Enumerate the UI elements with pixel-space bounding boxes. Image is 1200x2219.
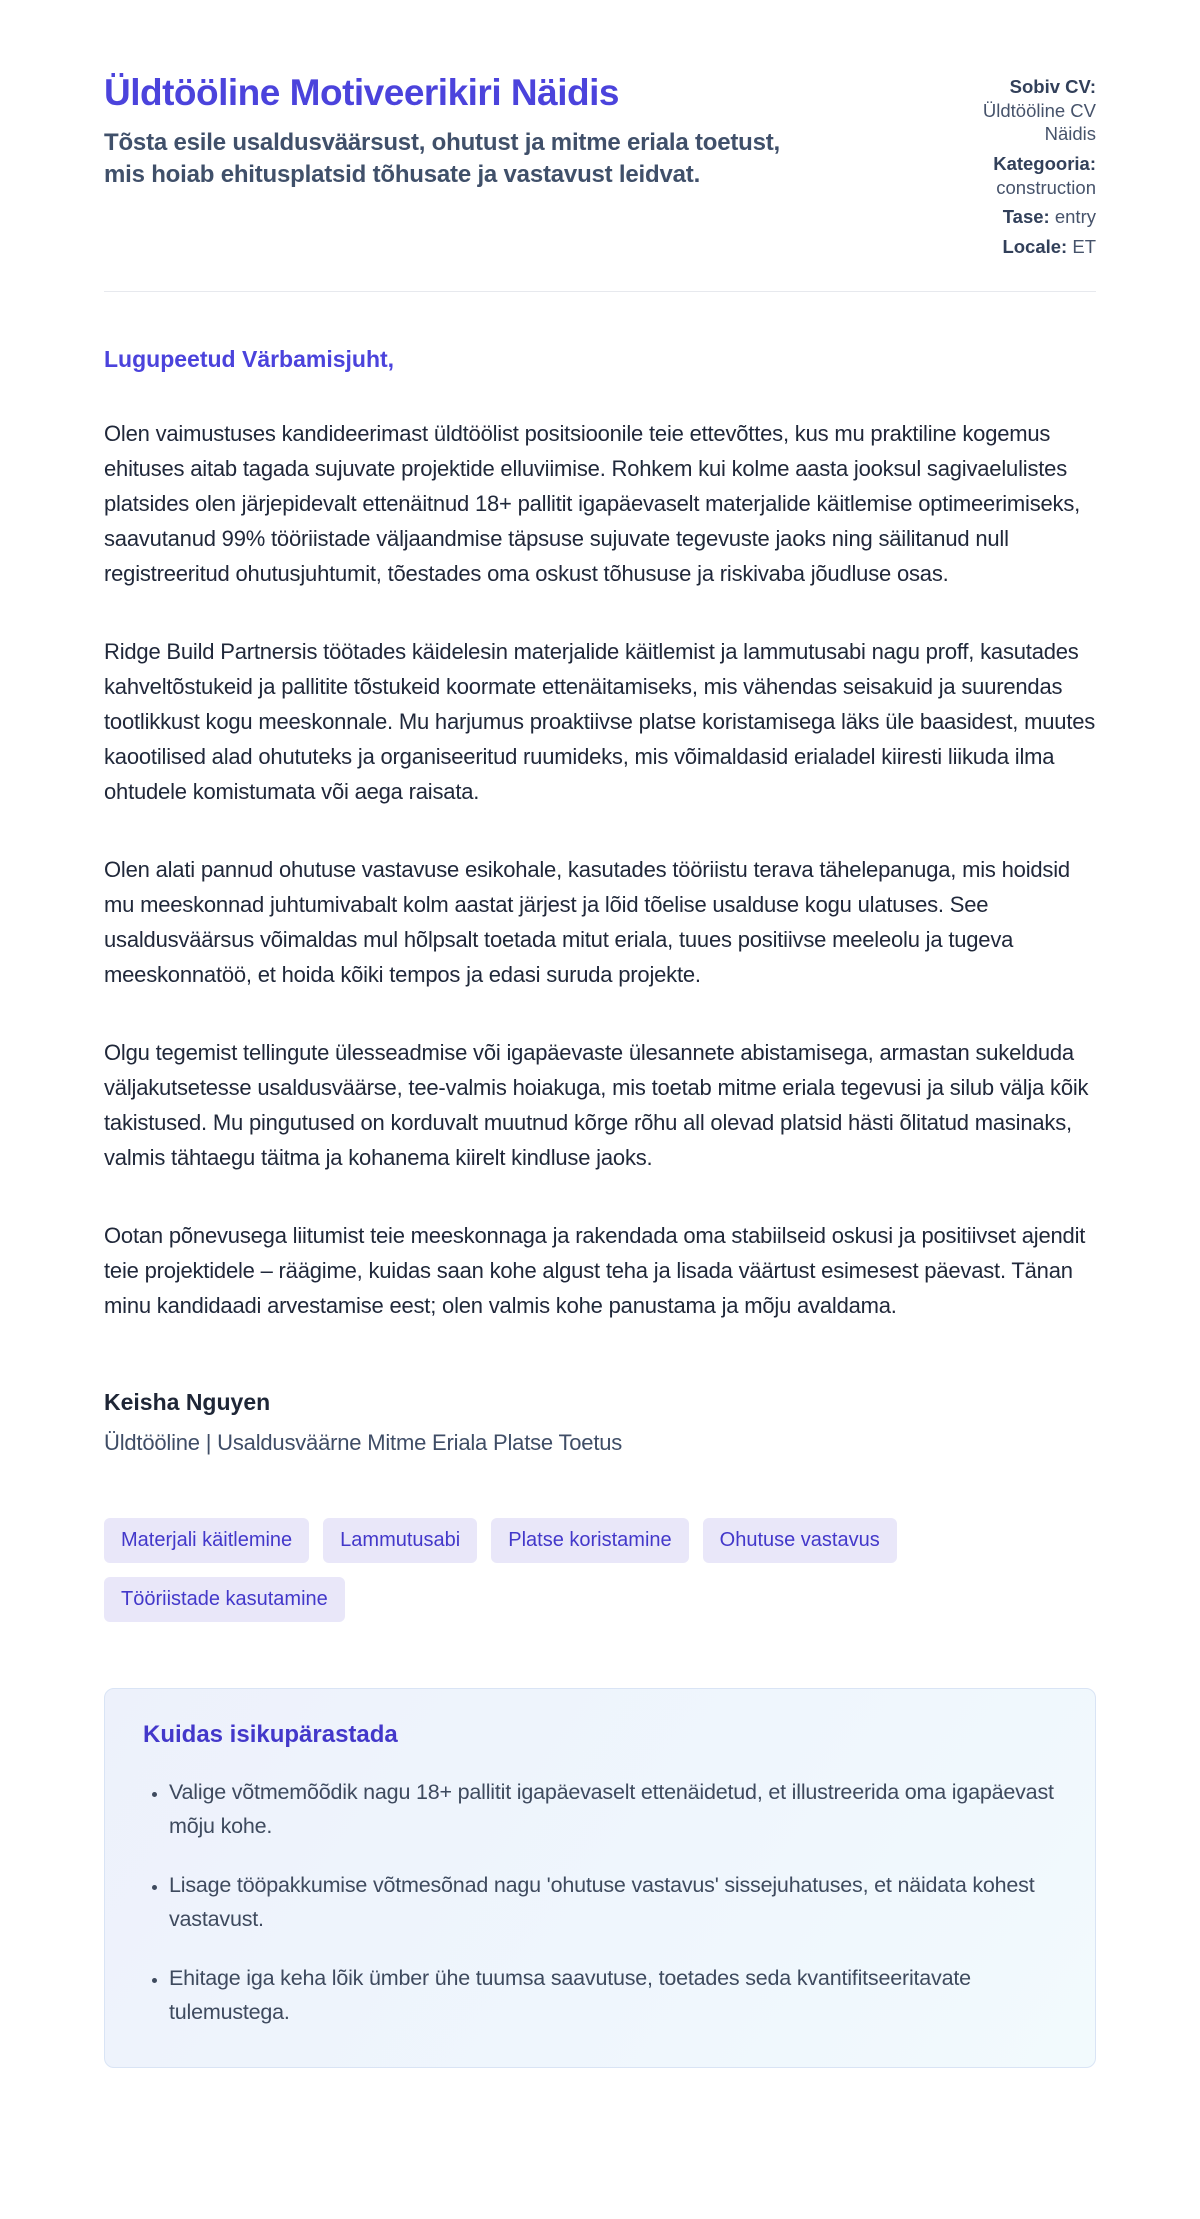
meta-locale-value: ET — [1072, 236, 1096, 258]
content-container — [104, 0, 1096, 2138]
meta-matching-cv-value: Üldtööline CV Näidis — [982, 99, 1096, 145]
page-subtitle: Tõsta esile usaldusväärsust, ohutust ja mitme eriala toetust, mis hoiab ehitusplatsid tõhusate ja vastavust leidvat. — [104, 129, 781, 189]
letter-paragraph-3: Olen alati pannud ohutuse vastavuse esikohale, kasutades tööriistu terava tähelepanuga, mis hoidsid mu meeskonnad juhtumivabalt kolm aastat järjest ja lõid tõelise usalduse kogu ulatuses. See usaldusväärsus võimaldas mul hõlpsalt toetada mitut eriala, tuues positiivse meeleolu ja tugeva meeskonnatöö, et hoida kõiki tempos ja edasi suruda projekte. — [104, 856, 1070, 987]
meta-category-label: Kategooria: — [993, 153, 1096, 175]
meta-level — [944, 205, 1096, 229]
letter-paragraph-4: Olgu tegemist tellingute ülesseadmise või igapäevaste ülesannete abistamisega, armastan sukelduda väljakutsetesse usaldusväärse, tee-valmis hoiakuga, mis toetab mitme eriala tegevusi ja silub välja kõik takistused. Mu pingutused on korduvalt muutnud kõrge rõhu all olevad platsid hästi õlitatud masinaks, valmis tähtaegu täitma ja kohanema kiirelt kindluse jaoks. — [104, 1039, 1089, 1170]
signature-name: Keisha Nguyen — [104, 1388, 271, 1415]
meta-panel — [944, 72, 1096, 265]
letter-paragraph-5: Ootan põnevusega liitumist teie meeskonnaga ja rakendada oma stabiilseid oskusi ja positiivset ajendit teie projektidele – räägime, kuidas saan kohe algust teha ja lisada väärtust esimesest päevast. Tänan minu kandidaadi arvestamise eest; olen valmis kohe panustama ja mõju avaldama. — [104, 1222, 1086, 1318]
meta-matching-cv-label: Sobiv CV: — [1009, 76, 1096, 97]
letter-paragraph-1: Olen vaimustuses kandideerimast üldtöölist positsioonile teie ettevõttes, kus mu praktiline kogemus ehituses aitab tagada sujuvate projektide elluviimise. Rohkem kui kolme aasta jooksul sagivaelulistes platsides olen järjepidevalt ettenäitnud 18+ pallitit igapäevaselt materjalide käitlemise optimeerimiseks, saavutanud 99% tööriistade väljaandmise täpsuse sujuvate tegevuste jaoks ning säilitanud null registreeritud ohutusjuhtumit, tõestades oma oskust tõhususe ja riskivaba jõudluse osas. — [104, 420, 1081, 586]
tip-item-2: • Lisage tööpakkumise võtmesõnad nagu 'ohutuse vastavus' sissejuhatuses, et näidata kohest vastavust. — [169, 1868, 1057, 1936]
meta-locale-label: Locale: — [1002, 236, 1068, 258]
skill-tag-site-cleanup: Platse koristamine — [491, 1518, 688, 1563]
meta-category-value: construction — [996, 176, 1096, 198]
meta-level-label: Tase: — [1002, 206, 1050, 228]
tip-item-3: • Ehitage iga keha lõik ümber ühe tuumsa saavutuse, toetades seda kvantifitseeritavate tulemustega. — [169, 1961, 1057, 2029]
skill-tag-safety-compliance: Ohutuse vastavus — [703, 1518, 897, 1563]
header-title-block — [104, 72, 804, 191]
tips-list — [143, 1775, 1057, 2029]
letter-paragraph-2: Ridge Build Partnersis töötades käidelesin materjalide käitlemist ja lammutusabi nagu proff, kasutades kahveltõstukeid ja pallitite tõstukeid koormate ettenäitamiseks, mis vähendas seisakuid ja suurendas tootlikkust kogu meeskonnale. Mu harjumus proaktiivse platse koristamisega läks üle baasidest, muutes kaootilised alad ohututeks ja organiseeritud ruumideks, mis võimaldasid erialadel kiiresti liikuda ilma ohtudele komistumata või aega raisata. — [104, 638, 1096, 804]
page-title: Üldtööline Motiveerikiri Näidis — [104, 72, 619, 113]
meta-locale — [944, 235, 1096, 259]
tips-heading: Kuidas isikupärastada — [143, 1720, 398, 1748]
meta-category — [944, 152, 1096, 199]
header-divider — [104, 291, 1096, 292]
tip-item-1: • Valige võtmemõõdik nagu 18+ pallitit igapäevaselt ettenäidetud, et illustreerida oma igapäevast mõju kohe. — [169, 1775, 1057, 1843]
meta-level-value: entry — [1054, 206, 1096, 228]
skill-tag-material-handling: Materjali käitlemine — [104, 1518, 309, 1563]
skill-tag-tool-usage: Tööriistade kasutamine — [104, 1577, 345, 1622]
letter-body — [104, 346, 1096, 1456]
header — [104, 72, 1096, 265]
skill-tag-demolition-assist: Lammutusabi — [323, 1518, 477, 1563]
greeting: Lugupeetud Värbamisjuht, — [104, 345, 395, 372]
meta-matching-cv — [944, 75, 1096, 146]
signature-tagline: Üldtööline | Usaldusväärne Mitme Eriala Platse Toetus — [104, 1429, 623, 1455]
personalization-tips-box — [104, 1688, 1096, 2068]
skill-tags — [104, 1518, 1096, 1622]
